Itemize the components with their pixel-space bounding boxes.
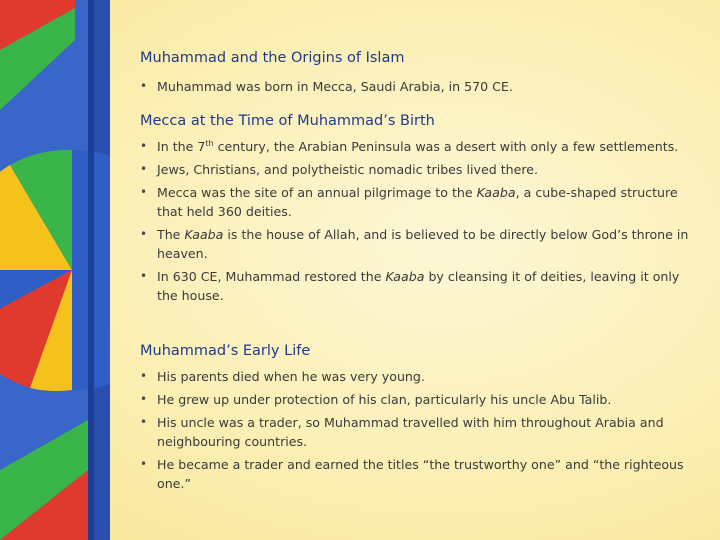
list-item: • Muhammad was born in Mecca, Saudi Arabia, in 570 CE. xyxy=(140,79,513,94)
bullet-icon: • xyxy=(140,185,148,199)
list-item: • Mecca was the site of an annual pilgrimage to the Kaaba, a cube-shaped structure that held 360 deities. xyxy=(140,185,678,219)
section-title: Muhammad and the Origins of Islam xyxy=(140,50,405,66)
bullet-icon: • xyxy=(140,415,148,429)
bullet-icon: • xyxy=(140,269,148,283)
bullet-icon: • xyxy=(140,369,148,383)
section-origins xyxy=(140,48,513,96)
bullet-icon: • xyxy=(140,79,148,93)
list-item: • His parents died when he was very young. xyxy=(140,369,425,384)
bullet-icon: • xyxy=(140,162,148,176)
list-item: • In 630 CE, Muhammad restored the Kaaba by cleansing it of deities, leaving it only the house. xyxy=(140,269,680,303)
list-item: • Jews, Christians, and polytheistic nomadic tribes lived there. xyxy=(140,162,539,177)
bullet-icon: • xyxy=(140,392,148,406)
list-item: • He became a trader and earned the titles “the trustworthy one” and “the righteous one.” xyxy=(140,457,684,491)
section-early-life xyxy=(140,341,700,493)
section-title: Mecca at the Time of Muhammad’s Birth xyxy=(140,113,435,129)
section-title: Muhammad’s Early Life xyxy=(140,343,311,359)
bullet-list xyxy=(140,367,700,493)
list-item: • In the 7th century, the Arabian Peninsula was a desert with only a few settlements. xyxy=(140,138,679,154)
section-mecca xyxy=(140,111,700,305)
bullet-icon: • xyxy=(140,457,148,471)
decorative-stripe-graphic xyxy=(0,0,110,540)
bullet-list xyxy=(140,77,513,96)
bullet-icon: • xyxy=(140,227,148,241)
list-item: • He grew up under protection of his clan, particularly his uncle Abu Talib. xyxy=(140,392,612,407)
list-item: • The Kaaba is the house of Allah, and is believed to be directly below God’s throne in heaven. xyxy=(140,227,689,261)
bullet-list xyxy=(140,137,700,305)
bullet-icon: • xyxy=(140,139,148,153)
list-item: • His uncle was a trader, so Muhammad travelled with him throughout Arabia and neighbouring countries. xyxy=(140,415,664,449)
